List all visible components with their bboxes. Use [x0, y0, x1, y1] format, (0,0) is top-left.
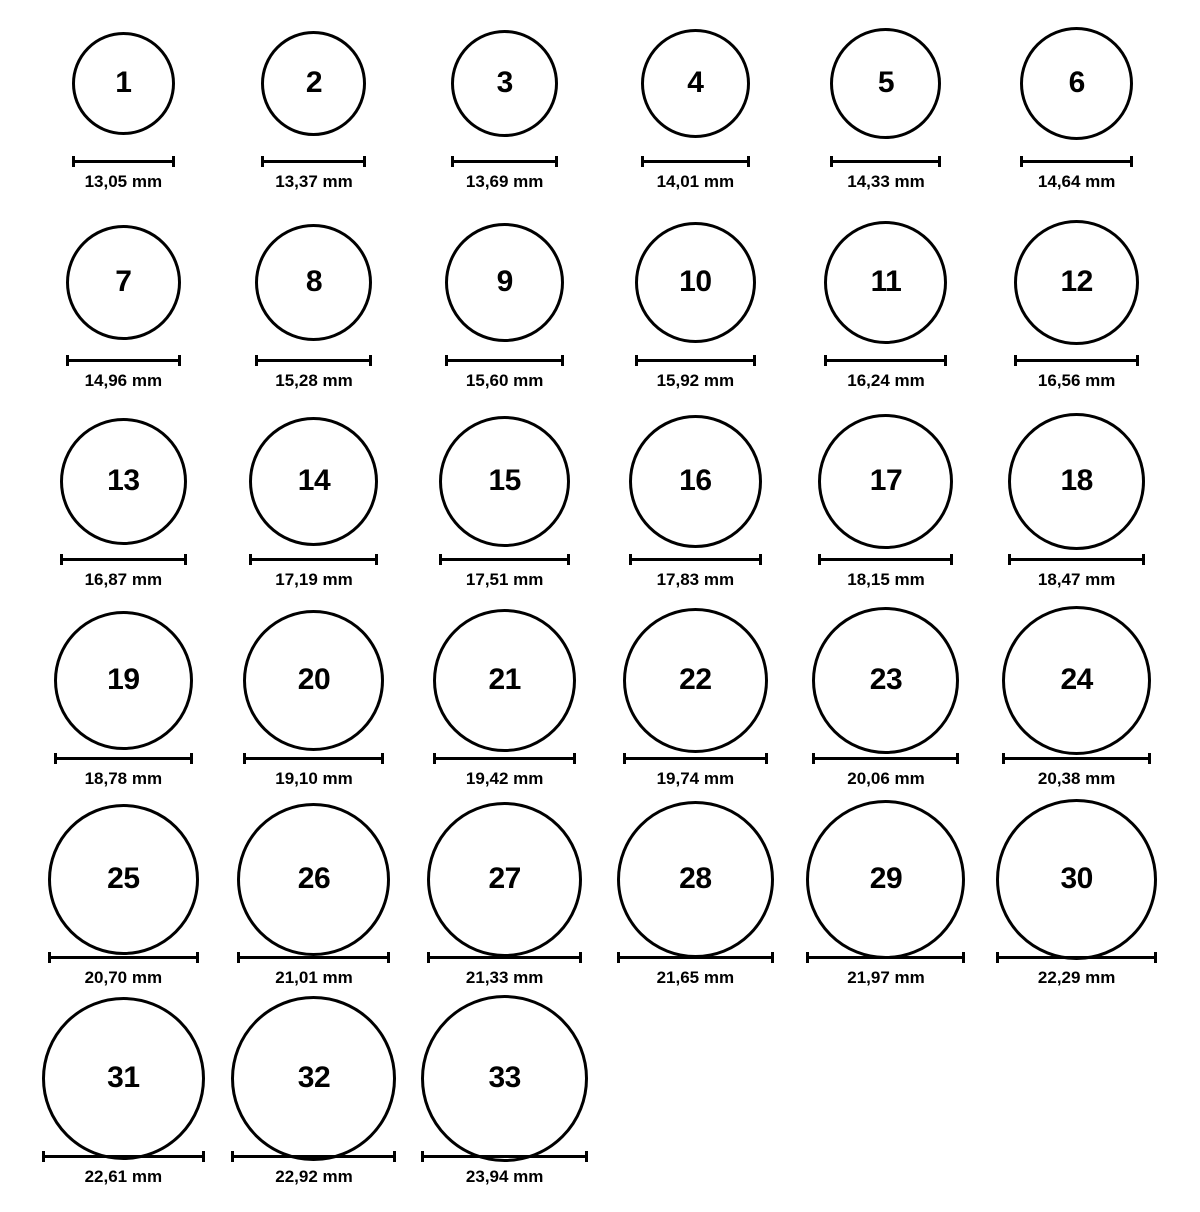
ring-size-number: 24 — [1060, 663, 1093, 696]
measure-line — [231, 1151, 396, 1162]
ring-size-number: 3 — [496, 66, 513, 99]
ring-size-number: 10 — [679, 265, 712, 298]
ring-circle — [812, 607, 959, 754]
ring-size-cell — [28, 416, 219, 615]
ring-circle-wrap — [451, 18, 558, 148]
diameter-label: 23,94 mm — [465, 1167, 544, 1186]
ring-size-cell — [981, 615, 1172, 814]
ring-circle — [255, 224, 372, 341]
ring-size-cell — [409, 1013, 600, 1212]
ring-size-cell — [791, 416, 982, 615]
ring-circle — [243, 610, 384, 751]
ring-size-number: 28 — [679, 862, 712, 895]
ring-size-number: 31 — [107, 1061, 140, 1094]
ring-circle — [635, 222, 756, 343]
ring-size-cell — [981, 416, 1172, 615]
diameter-label: 17,19 mm — [275, 570, 353, 589]
diameter-measure-bar — [641, 154, 750, 168]
measure-line — [60, 554, 187, 565]
measure-line — [445, 355, 564, 366]
ring-circle-wrap — [641, 18, 750, 148]
ring-size-cell — [981, 814, 1172, 1013]
diameter-label: 16,24 mm — [847, 371, 925, 390]
ring-size-cell — [981, 217, 1172, 416]
diameter-label: 14,33 mm — [847, 172, 925, 191]
measure-line — [451, 156, 558, 167]
diameter-measure-bar — [255, 353, 372, 367]
ring-circle-wrap — [1008, 416, 1145, 546]
measure-line — [243, 753, 384, 764]
ring-circle-wrap — [231, 1013, 396, 1143]
ring-circle-wrap — [439, 416, 570, 546]
diameter-label: 18,47 mm — [1037, 570, 1116, 589]
ring-circle — [433, 609, 576, 752]
measure-line — [261, 156, 366, 167]
ring-size-number: 7 — [115, 265, 132, 298]
ring-size-cell — [28, 18, 219, 217]
ring-circle — [451, 30, 558, 137]
diameter-measure-bar — [427, 950, 582, 964]
ring-size-number: 18 — [1060, 464, 1093, 497]
measure-line — [249, 554, 378, 565]
measure-line — [421, 1151, 588, 1162]
diameter-label: 22,29 mm — [1037, 968, 1116, 987]
diameter-label: 20,06 mm — [847, 769, 925, 788]
diameter-measure-bar — [996, 950, 1157, 964]
ring-size-cell — [409, 217, 600, 416]
ring-size-number: 2 — [305, 66, 323, 99]
diameter-label: 22,61 mm — [84, 1167, 163, 1186]
diameter-label: 18,15 mm — [847, 570, 925, 589]
ring-size-cell — [791, 18, 982, 217]
ring-circle — [54, 611, 193, 750]
diameter-label: 13,69 mm — [465, 172, 544, 191]
diameter-label: 18,78 mm — [84, 769, 163, 788]
measure-line — [237, 952, 390, 963]
ring-size-cell — [409, 18, 600, 217]
ring-circle — [1020, 27, 1133, 140]
ring-circle-wrap — [824, 217, 947, 347]
ring-size-grid — [28, 18, 1172, 1212]
ring-circle-wrap — [812, 615, 959, 745]
diameter-measure-bar — [439, 552, 570, 566]
ring-circle — [60, 418, 187, 545]
diameter-measure-bar — [249, 552, 378, 566]
ring-size-cell — [981, 18, 1172, 217]
ring-size-number: 25 — [107, 862, 140, 895]
ring-size-cell — [219, 615, 410, 814]
diameter-measure-bar — [830, 154, 941, 168]
diameter-measure-bar — [42, 1149, 205, 1163]
ring-circle — [48, 804, 199, 955]
measure-line — [427, 952, 582, 963]
diameter-label: 17,51 mm — [465, 570, 544, 589]
ring-size-cell — [409, 615, 600, 814]
measure-line — [72, 156, 175, 167]
ring-circle — [421, 995, 588, 1162]
ring-size-number: 16 — [679, 464, 712, 497]
ring-size-cell — [219, 416, 410, 615]
ring-size-number: 1 — [115, 66, 132, 99]
diameter-label: 13,05 mm — [84, 172, 163, 191]
ring-circle — [427, 802, 582, 957]
ring-size-number: 32 — [297, 1061, 331, 1094]
ring-circle — [1002, 606, 1151, 755]
diameter-label: 17,83 mm — [656, 570, 735, 589]
ring-circle-wrap — [421, 1013, 588, 1143]
diameter-label: 20,38 mm — [1037, 769, 1116, 788]
ring-circle-wrap — [806, 814, 965, 944]
ring-circle — [641, 29, 750, 138]
ring-circle-wrap — [617, 814, 774, 944]
ring-size-number: 14 — [297, 464, 331, 497]
measure-line — [635, 355, 756, 366]
measure-line — [42, 1151, 205, 1162]
diameter-measure-bar — [445, 353, 564, 367]
ring-size-cell — [409, 416, 600, 615]
ring-circle-wrap — [623, 615, 768, 745]
ring-size-number: 33 — [488, 1061, 521, 1094]
ring-circle — [231, 996, 396, 1161]
measure-line — [48, 952, 199, 963]
diameter-measure-bar — [60, 552, 187, 566]
ring-circle-wrap — [433, 615, 576, 745]
ring-size-number: 12 — [1060, 265, 1093, 298]
diameter-measure-bar — [635, 353, 756, 367]
ring-circle — [806, 800, 965, 959]
ring-circle-wrap — [996, 814, 1157, 944]
ring-circle — [1014, 220, 1139, 345]
diameter-measure-bar — [231, 1149, 396, 1163]
ring-circle-wrap — [1002, 615, 1151, 745]
ring-circle-wrap — [830, 18, 941, 148]
diameter-measure-bar — [812, 751, 959, 765]
diameter-label: 15,60 mm — [465, 371, 544, 390]
ring-size-number: 30 — [1060, 862, 1093, 895]
ring-circle — [249, 417, 378, 546]
ring-size-number: 5 — [877, 66, 895, 99]
ring-circle — [72, 32, 175, 135]
ring-size-number: 17 — [869, 464, 903, 497]
ring-circle — [617, 801, 774, 958]
diameter-measure-bar — [72, 154, 175, 168]
diameter-measure-bar — [818, 552, 953, 566]
diameter-measure-bar — [433, 751, 576, 765]
ring-size-number: 23 — [869, 663, 903, 696]
measure-line — [812, 753, 959, 764]
ring-circle — [261, 31, 366, 136]
ring-size-number: 15 — [488, 464, 521, 497]
ring-circle — [623, 608, 768, 753]
measure-line — [1002, 753, 1151, 764]
diameter-measure-bar — [261, 154, 366, 168]
ring-circle-wrap — [445, 217, 564, 347]
diameter-label: 21,01 mm — [275, 968, 353, 987]
ring-size-cell — [600, 814, 791, 1013]
ring-size-number: 21 — [488, 663, 521, 696]
diameter-measure-bar — [237, 950, 390, 964]
measure-line — [66, 355, 181, 366]
ring-size-cell — [791, 217, 982, 416]
ring-size-number: 29 — [869, 862, 903, 895]
ring-size-cell — [791, 615, 982, 814]
diameter-label: 19,74 mm — [656, 769, 735, 788]
measure-line — [806, 952, 965, 963]
ring-size-cell — [28, 615, 219, 814]
ring-circle-wrap — [48, 814, 199, 944]
measure-line — [641, 156, 750, 167]
ring-circle-wrap — [237, 814, 390, 944]
diameter-measure-bar — [1020, 154, 1133, 168]
ring-circle — [1008, 413, 1145, 550]
ring-size-number: 27 — [488, 862, 521, 895]
ring-circle — [830, 28, 941, 139]
ring-circle-wrap — [54, 615, 193, 745]
ring-size-number: 20 — [297, 663, 331, 696]
ring-size-cell — [28, 1013, 219, 1212]
diameter-label: 19,10 mm — [275, 769, 353, 788]
ring-size-number: 6 — [1068, 66, 1085, 99]
diameter-label: 19,42 mm — [465, 769, 544, 788]
ring-size-cell — [219, 217, 410, 416]
measure-line — [818, 554, 953, 565]
measure-line — [830, 156, 941, 167]
diameter-measure-bar — [48, 950, 199, 964]
ring-size-cell — [600, 217, 791, 416]
ring-size-cell — [28, 217, 219, 416]
ring-circle-wrap — [635, 217, 756, 347]
diameter-label: 14,01 mm — [656, 172, 735, 191]
diameter-measure-bar — [54, 751, 193, 765]
diameter-label: 13,37 mm — [275, 172, 353, 191]
ring-circle — [996, 799, 1157, 960]
measure-line — [433, 753, 576, 764]
measure-line — [439, 554, 570, 565]
ring-size-number: 22 — [679, 663, 712, 696]
ring-size-cell — [28, 814, 219, 1013]
diameter-measure-bar — [824, 353, 947, 367]
ring-circle-wrap — [1014, 217, 1139, 347]
diameter-label: 16,56 mm — [1037, 371, 1116, 390]
ring-circle — [439, 416, 570, 547]
ring-size-cell — [600, 615, 791, 814]
diameter-measure-bar — [806, 950, 965, 964]
measure-line — [1008, 554, 1145, 565]
diameter-measure-bar — [243, 751, 384, 765]
ring-circle-wrap — [1020, 18, 1133, 148]
ring-size-number: 9 — [496, 265, 513, 298]
ring-size-number: 8 — [305, 265, 323, 298]
ring-size-cell — [219, 18, 410, 217]
measure-line — [623, 753, 768, 764]
ring-circle-wrap — [818, 416, 953, 546]
measure-line — [54, 753, 193, 764]
diameter-measure-bar — [629, 552, 762, 566]
ring-size-cell — [600, 416, 791, 615]
ring-circle — [824, 221, 947, 344]
ring-size-cell — [219, 1013, 410, 1212]
diameter-measure-bar — [1014, 353, 1139, 367]
measure-line — [629, 554, 762, 565]
ring-size-number: 19 — [107, 663, 140, 696]
measure-line — [1020, 156, 1133, 167]
ring-circle-wrap — [66, 217, 181, 347]
diameter-measure-bar — [421, 1149, 588, 1163]
measure-line — [996, 952, 1157, 963]
ring-circle-wrap — [72, 18, 175, 148]
diameter-label: 16,87 mm — [84, 570, 163, 589]
diameter-label: 21,65 mm — [656, 968, 735, 987]
ring-size-number: 13 — [107, 464, 140, 497]
ring-circle — [818, 414, 953, 549]
ring-size-number: 4 — [687, 66, 704, 99]
ring-circle-wrap — [261, 18, 366, 148]
ring-circle-wrap — [629, 416, 762, 546]
ring-circle-wrap — [42, 1013, 205, 1143]
diameter-measure-bar — [451, 154, 558, 168]
ring-circle-wrap — [255, 217, 372, 347]
measure-line — [255, 355, 372, 366]
ring-size-number: 11 — [870, 265, 902, 298]
measure-line — [617, 952, 774, 963]
ring-circle — [237, 803, 390, 956]
ring-size-number: 26 — [297, 862, 331, 895]
diameter-label: 14,64 mm — [1037, 172, 1116, 191]
measure-line — [824, 355, 947, 366]
ring-circle-wrap — [60, 416, 187, 546]
ring-size-cell — [409, 814, 600, 1013]
ring-size-cell — [791, 814, 982, 1013]
diameter-label: 14,96 mm — [84, 371, 163, 390]
ring-circle-wrap — [427, 814, 582, 944]
diameter-label: 20,70 mm — [84, 968, 163, 987]
ring-size-cell — [600, 18, 791, 217]
ring-circle — [66, 225, 181, 340]
ring-circle — [629, 415, 762, 548]
ring-size-cell — [219, 814, 410, 1013]
diameter-label: 15,28 mm — [275, 371, 353, 390]
diameter-label: 21,33 mm — [465, 968, 544, 987]
ring-circle-wrap — [249, 416, 378, 546]
ring-circle-wrap — [243, 615, 384, 745]
diameter-measure-bar — [1008, 552, 1145, 566]
diameter-measure-bar — [66, 353, 181, 367]
diameter-measure-bar — [1002, 751, 1151, 765]
ring-circle — [445, 223, 564, 342]
diameter-measure-bar — [623, 751, 768, 765]
diameter-label: 22,92 mm — [275, 1167, 353, 1186]
measure-line — [1014, 355, 1139, 366]
diameter-measure-bar — [617, 950, 774, 964]
ring-circle — [42, 997, 205, 1160]
diameter-label: 15,92 mm — [656, 371, 735, 390]
diameter-label: 21,97 mm — [847, 968, 925, 987]
